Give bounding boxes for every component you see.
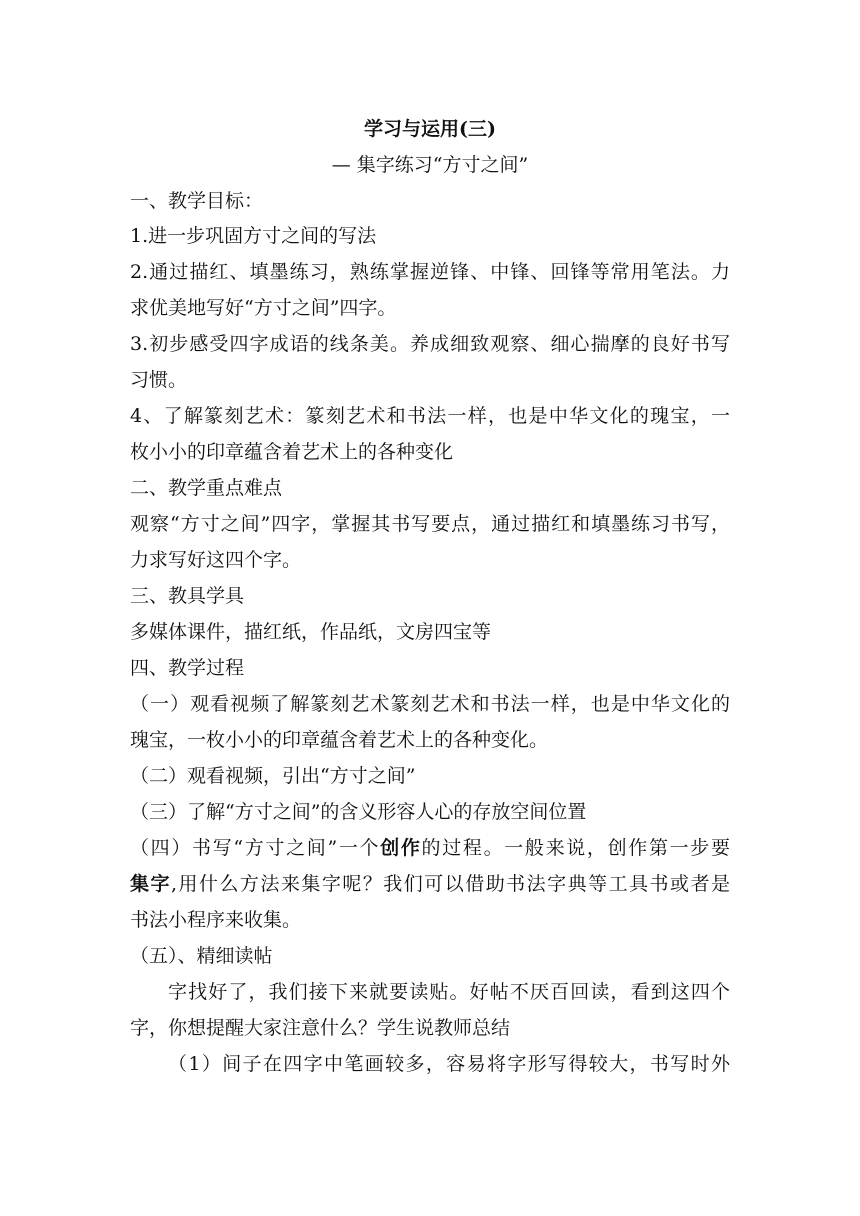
tools-text: 多媒体课件，描红纸，作品纸，文房四宝等 bbox=[130, 621, 492, 643]
document-subtitle: — 集字练习“方寸之间” bbox=[331, 154, 529, 176]
section-heading-goals: 一、教学目标： bbox=[130, 190, 264, 212]
process-step-5-heading: （五）、精细读帖 bbox=[130, 945, 273, 967]
goal-item-4-line-2: 枚小小的印章蕴含着艺术上的各种变化 bbox=[130, 441, 454, 463]
goal-item-3-line-1: 3.初步感受四字成语的线条美。养成细致观察、细心揣摩的良好书写 bbox=[130, 333, 730, 355]
goal-item-4-line-1: 4、了解篆刻艺术：篆刻艺术和书法一样，也是中华文化的瑰宝，一 bbox=[130, 405, 730, 427]
process-step-4-text-a: （四）书写“方寸之间”一个 bbox=[130, 837, 381, 859]
process-step-4-text-c: ,用什么方法来集字呢？我们可以借助书法字典等工具书或者是 bbox=[170, 873, 730, 895]
document-title: 学习与运用(三) bbox=[364, 118, 496, 140]
goal-item-2-line-1: 2.通过描红、填墨练习，熟练掌握逆锋、中锋、回锋等常用笔法。力 bbox=[130, 261, 730, 283]
process-step-1-line-1: （一）观看视频了解篆刻艺术篆刻艺术和书法一样，也是中华文化的 bbox=[130, 693, 730, 715]
process-step-4-bold-collect: 集字 bbox=[130, 873, 171, 895]
key-points-line-2: 力求写好这四个字。 bbox=[130, 549, 302, 571]
section-heading-tools: 三、教具学具 bbox=[130, 585, 245, 607]
process-step-5-item-1: （1）间子在四字中笔画较多，容易将字形写得较大，书写时外 bbox=[168, 1053, 730, 1075]
process-step-5-body-line-1: 字找好了，我们接下来就要读贴。好帖不厌百回读，看到这四个 bbox=[168, 981, 730, 1003]
goal-item-2-line-2: 求优美地写好“方寸之间”四字。 bbox=[130, 297, 397, 319]
process-step-1-line-2: 瑰宝，一枚小小的印章蕴含着艺术上的各种变化。 bbox=[130, 729, 549, 751]
process-step-3: （三）了解“方寸之间”的含义形容人心的存放空间位置 bbox=[130, 801, 587, 823]
goal-item-1: 1.进一步巩固方寸之间的写法 bbox=[130, 225, 377, 247]
process-step-4-line-3: 书法小程序来收集。 bbox=[130, 909, 302, 931]
process-step-4-line-1 bbox=[130, 836, 730, 860]
section-heading-key-points: 二、教学重点难点 bbox=[130, 477, 283, 499]
process-step-4-line-2 bbox=[130, 872, 730, 896]
process-step-4-bold-creation: 创作 bbox=[380, 837, 422, 859]
section-heading-process: 四、教学过程 bbox=[130, 657, 245, 679]
process-step-5-body-line-2: 字，你想提醒大家注意什么？学生说教师总结 bbox=[130, 1017, 511, 1039]
process-step-2: （二）观看视频，引出“方寸之间” bbox=[130, 765, 416, 787]
goal-item-3-line-2: 习惯。 bbox=[130, 369, 188, 391]
process-step-4-text-b: 的过程。一般来说，创作第一步要 bbox=[421, 837, 730, 859]
key-points-line-1: 观察“方寸之间”四字，掌握其书写要点，通过描红和填墨练习书写， bbox=[130, 513, 730, 535]
